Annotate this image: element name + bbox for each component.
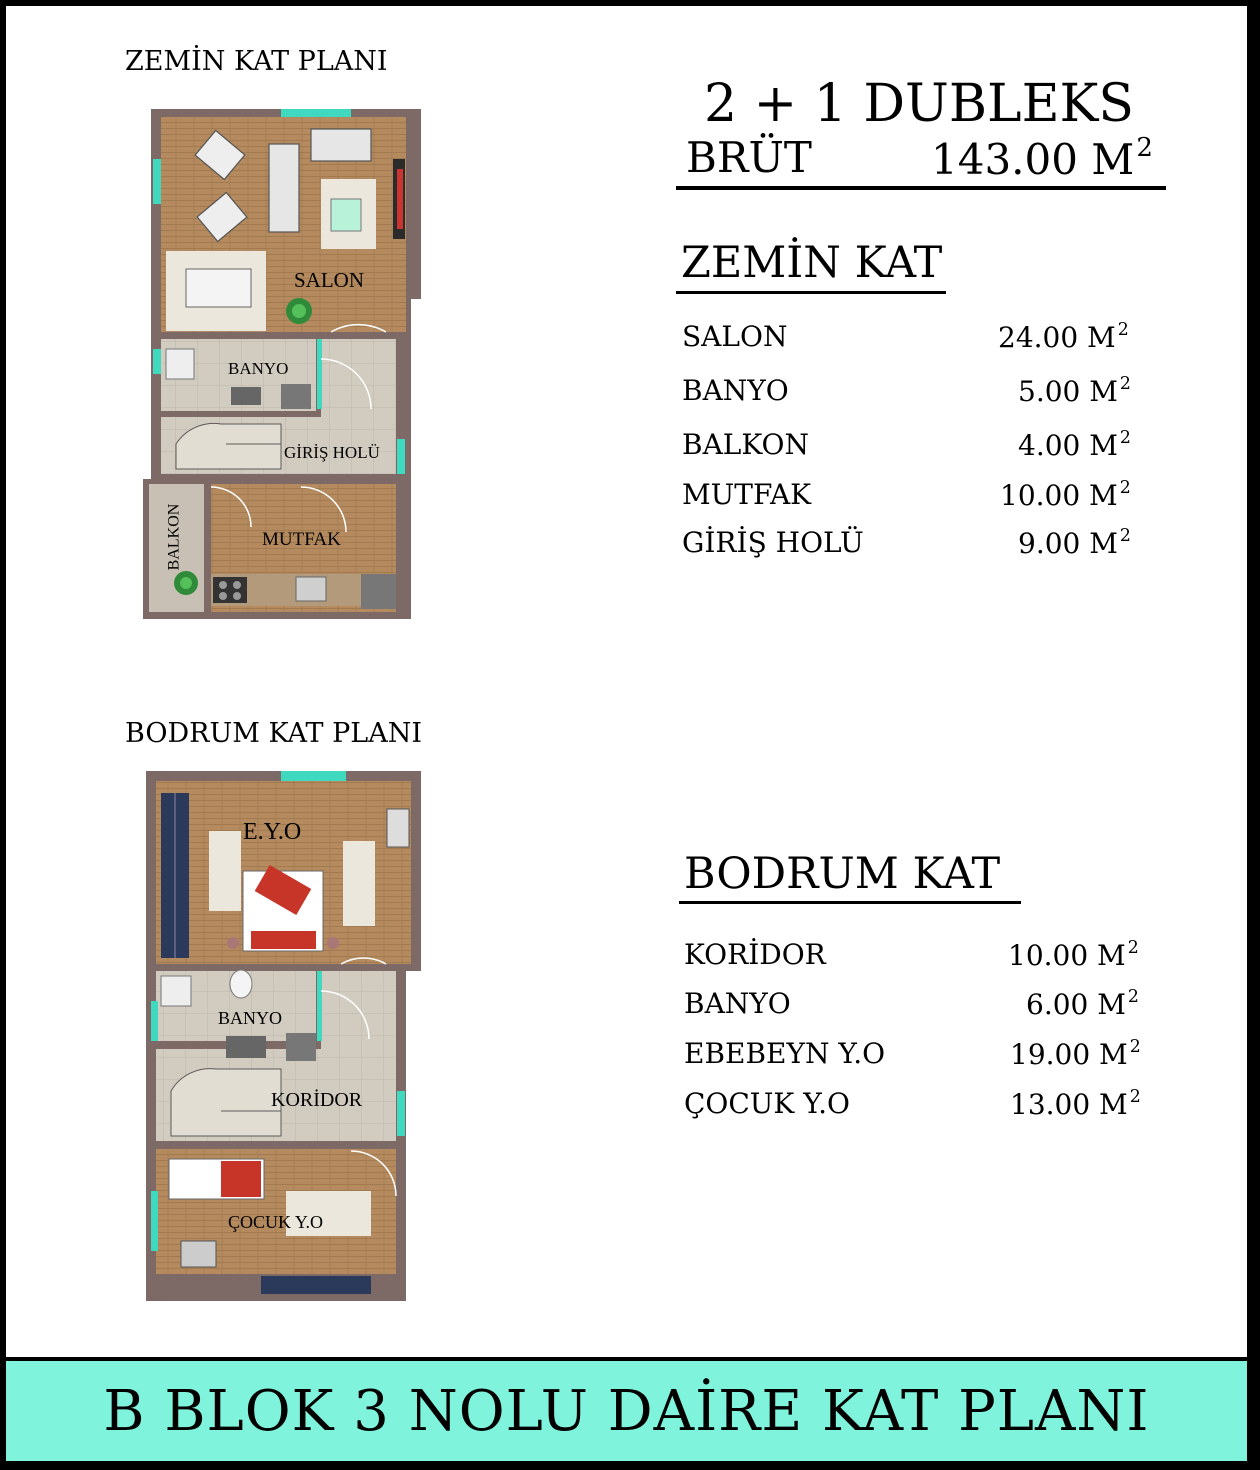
ground-plan-caption: ZEMİN KAT PLANI [125,46,388,77]
label-giris-holu: GİRİŞ HOLÜ [284,443,380,462]
footer-banner [6,1357,1247,1461]
label-mutfak: MUTFAK [262,529,341,550]
page-frame [6,6,1247,1461]
area-name: BANYO [684,987,791,1020]
bodrum-kat-heading: BODRUM KAT [684,849,1001,899]
area-value: 24.00 M $^2$ [998,320,1129,355]
label-salon: SALON [294,268,365,292]
brut-value: 143.00 $M^2$ [931,133,1153,185]
area-value: 9.00 M $^2$ [1018,526,1131,561]
label-banyo-ground: BANYO [228,359,289,378]
area-name: BANYO [682,374,789,407]
area-name: ÇOCUK Y.O [684,1087,850,1120]
footer-title: B BLOK 3 NOLU DAİRE KAT PLANI [103,1379,1150,1444]
area-name: MUTFAK [682,478,812,511]
zemin-heading-rule [676,291,946,294]
header-rule [676,186,1166,190]
area-name: EBEBEYN Y.O [684,1037,886,1070]
area-name: KORİDOR [684,938,826,971]
zemin-kat-heading: ZEMİN KAT [681,238,943,288]
label-banyo-basement: BANYO [218,1008,283,1028]
area-value: 6.00 M $^2$ [1026,987,1139,1022]
area-name: GİRİŞ HOLÜ [682,526,864,559]
area-value: 10.00 M $^2$ [1000,478,1131,513]
area-name: SALON [682,320,788,353]
project-title: 2 + 1 DUBLEKS [704,74,1135,134]
area-value: 10.00 M $^2$ [1008,938,1139,973]
area-value: 13.00 M $^2$ [1010,1087,1141,1122]
label-eyo: E.Y.O [243,819,302,845]
brut-label: BRÜT [686,133,812,182]
area-value: 5.00 M $^2$ [1018,374,1131,409]
area-name: BALKON [682,428,810,461]
basement-plan-caption: BODRUM KAT PLANI [125,718,423,749]
area-value: 4.00 M $^2$ [1018,428,1131,463]
label-koridor: KORİDOR [271,1089,363,1111]
bodrum-heading-rule [679,901,1021,904]
label-cocuk: ÇOCUK Y.O [228,1212,324,1232]
area-value: 19.00 M $^2$ [1010,1037,1141,1072]
label-balkon: BALKON [165,503,183,571]
